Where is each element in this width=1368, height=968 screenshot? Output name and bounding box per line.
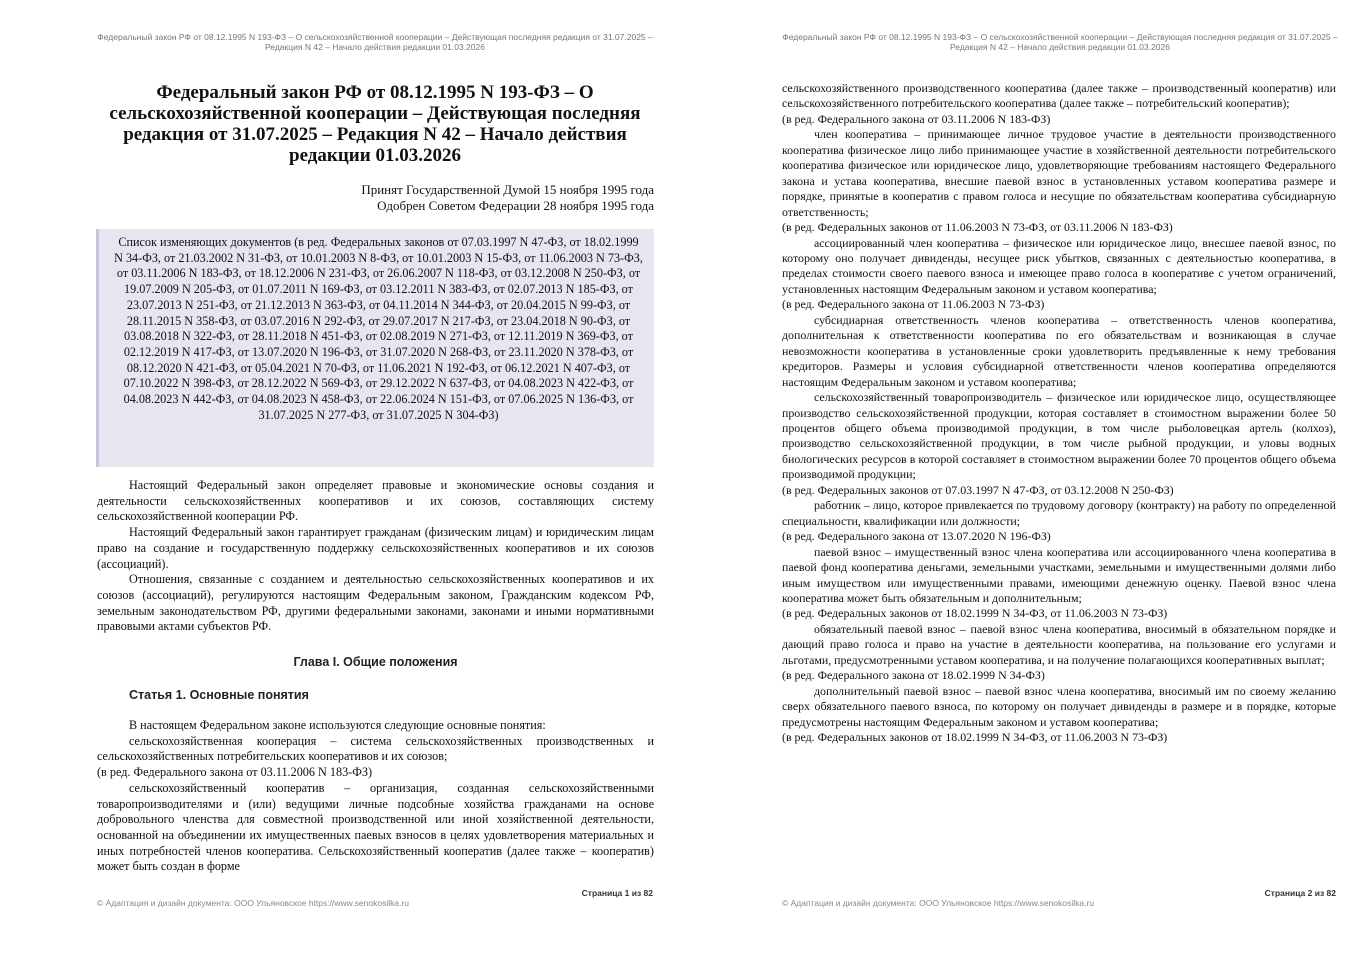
page-number: Страница 2 из 82 <box>1264 888 1336 898</box>
body-paragraph: сельскохозяйственный товаропроизводитель – физическое или юридическое лицо, осуществляющее производство сельскохозяйственной продукции, которая составляет в стоимостном выражении более 50 процентов общего объема производимой продукции, в том числе рыболовецкая артель (колхоз), производство сельскохозяйственной продукции, в том числе рыбной продукции, и уловы водных биологических ресурсов в которой составляет в стоимостном выражении более 70 процентов общего объема производимой продукции; <box>782 390 1336 482</box>
preamble-paragraph: Отношения, связанные с созданием и деятельностью сельскохозяйственных кооперативов и их союзов (ассоциаций), регулируются настоящим Федеральным законом, Гражданским кодексом РФ, земельным законодательством РФ, другими федеральными законами, законами и иными нормативными правовыми актами субъектов РФ. <box>97 572 654 634</box>
chapter-heading: Глава I. Общие положения <box>293 655 458 669</box>
amendment-reference: (в ред. Федерального закона от 18.02.1999 N 34-ФЗ) <box>782 668 1045 683</box>
adopted-date: Принят Государственной Думой 15 ноября 1995 года <box>361 182 654 197</box>
amendment-reference: (в ред. Федеральных законов от 18.02.1999 N 34-ФЗ, от 11.06.2003 N 73-ФЗ) <box>782 730 1168 745</box>
amendment-reference: (в ред. Федерального закона от 03.11.2006 N 183-ФЗ) <box>97 765 373 780</box>
preamble-paragraph: Настоящий Федеральный закон определяет правовые и экономические основы создания и деятельности сельскохозяйственных кооперативов и их союзов, составляющих систему сельскохозяйственной кооперации РФ. <box>97 478 654 524</box>
body-paragraph: дополнительный паевой взнос – паевой взнос члена кооператива, вносимый им по своему желанию сверх обязательного паевого взноса, по которому он получает дивиденды в размере и в порядке, которые предусмотрены настоящим Федеральным законом и уставом кооператива; <box>782 683 1336 729</box>
amendment-reference: (в ред. Федеральных законов от 18.02.1999 N 34-ФЗ, от 11.06.2003 N 73-ФЗ) <box>782 606 1168 621</box>
body-paragraph: работник – лицо, которое привлекается по трудовому договору (контракту) на работу по определенной специальности, квалификации или должности; <box>782 498 1336 528</box>
body-paragraph: сельскохозяйственный кооператив – организация, созданная сельскохозяйственными товаропроизводителями и (или) ведущими личные подсобные хозяйства гражданами на основе добровольного членства для совместной производственной или иной хозяйственной деятельности, основанной на объединении их имущественных паевых взносов в целях удовлетворения материальных и иных потребностей членов кооператива. Сельскохозяйственный кооператив (далее также – кооператив) может быть создан в форме <box>97 780 654 874</box>
approved-date: Одобрен Советом Федерации 28 ноября 1995 года <box>377 198 654 213</box>
amendment-reference: (в ред. Федеральных законов от 07.03.1997 N 47-ФЗ, от 03.12.2008 N 250-ФЗ) <box>782 482 1174 497</box>
body-paragraph: член кооператива – принимающее личное трудовое участие в деятельности производственного кооператива физическое лицо либо принимающее участие в хозяйственной деятельности потребительского кооператива физическое или юридическое лицо, удовлетворяющие требованиям настоящего Федерального закона и устава кооператива, внесшие паевой взнос в установленных уставом кооператива размере и порядке, принятые в кооператив с правом голоса и несущие по обязательствам кооператива субсидиарную ответственность; <box>782 127 1336 219</box>
body-paragraph: сельскохозяйственная кооперация – система сельскохозяйственных производственных и сельскохозяйственных потребительских кооперативов и их союзов; <box>97 733 654 764</box>
amendment-reference: (в ред. Федерального закона от 03.11.2006 N 183-ФЗ) <box>782 111 1051 126</box>
article-body <box>97 718 654 875</box>
document-title: Федеральный закон РФ от 08.12.1995 N 193-ФЗ – О сельскохозяйственной кооперации – Действующая последняя редакция от 31.07.2025 – Редакция N 42 – Начало действия редакции 01.03.2026 <box>109 82 641 166</box>
body-paragraph: обязательный паевой взнос – паевой взнос члена кооператива, вносимый в обязательном порядке и дающий право голоса и право на участие в деятельности кооператива, на пользование его услугами и льготами, предусмотренными уставом кооператива, и на получение полагающихся кооперативных выплат; <box>782 621 1336 667</box>
page-number: Страница 1 из 82 <box>581 888 653 898</box>
amendment-reference: (в ред. Федерального закона от 13.07.2020 N 196-ФЗ) <box>782 529 1051 544</box>
running-header: Федеральный закон РФ от 08.12.1995 N 193-ФЗ – О сельскохозяйственной кооперации – Действующая последняя редакция от 31.07.2025 – Редакция N 42 – Начало действия редакции 01.03.2026 <box>97 32 653 52</box>
article-heading: Статья 1. Основные понятия <box>129 688 309 702</box>
preamble-paragraph: Настоящий Федеральный закон гарантирует гражданам (физическим лицам) и юридическим лицам право на создание и государственную поддержку сельскохозяйственных кооперативов и их союзов (ассоциаций). <box>97 525 654 571</box>
amendments-list: Список изменяющих документов (в ред. Федеральных законов от 07.03.1997 N 47-ФЗ, от 18.02.1999 N 34-ФЗ, от 21.03.2002 N 31-ФЗ, от 10.01.2003 N 8-ФЗ, от 10.01.2003 N 15-ФЗ, от 11.06.2003 N 73-ФЗ, от 03.11.2006 N 183-ФЗ, от 18.12.2006 N 231-ФЗ, от 26.06.2007 N 118-ФЗ, от 03.12.2008 N 250-ФЗ, от 19.07.2009 N 205-ФЗ, от 01.07.2011 N 169-ФЗ, от 03.12.2011 N 383-ФЗ, от 02.07.2013 N 185-ФЗ, от 23.07.2013 N 251-ФЗ, от 21.12.2013 N 363-ФЗ, от 04.11.2014 N 344-ФЗ, от 20.04.2015 N 99-ФЗ, от 28.11.2015 N 358-ФЗ, от 03.07.2016 N 292-ФЗ, от 29.07.2017 N 217-ФЗ, от 23.04.2018 N 90-ФЗ, от 03.08.2018 N 322-ФЗ, от 28.11.2018 N 451-ФЗ, от 02.08.2019 N 271-ФЗ, от 12.11.2019 N 369-ФЗ, от 02.12.2019 N 417-ФЗ, от 13.07.2020 N 196-ФЗ, от 31.07.2020 N 268-ФЗ, от 23.11.2020 N 378-ФЗ, от 08.12.2020 N 421-ФЗ, от 05.04.2021 N 70-ФЗ, от 11.06.2021 N 192-ФЗ, от 06.12.2021 N 407-ФЗ, от 07.10.2022 N 398-ФЗ, от 28.12.2022 N 569-ФЗ, от 29.12.2022 N 637-ФЗ, от 04.08.2023 N 422-ФЗ, от 04.08.2023 N 442-ФЗ, от 04.08.2023 N 458-ФЗ, от 22.06.2024 N 151-ФЗ, от 07.06.2025 N 136-ФЗ, от 31.07.2025 N 277-ФЗ, от 31.07.2025 N 304-ФЗ) <box>96 229 654 467</box>
body-paragraph: паевой взнос – имущественный взнос члена кооператива или ассоциированного члена кооператива в паевой фонд кооператива деньгами, земельными участками, земельными и имущественными долями либо иным имуществом или имущественными правами, имеющими денежную оценку. Паевой взнос члена кооператива может быть обязательным и дополнительным; <box>782 544 1336 605</box>
article-body-continued <box>782 81 1336 745</box>
running-header: Федеральный закон РФ от 08.12.1995 N 193-ФЗ – О сельскохозяйственной кооперации – Действующая последняя редакция от 31.07.2025 – Редакция N 42 – Начало действия редакции 01.03.2026 <box>782 32 1338 52</box>
body-paragraph: сельскохозяйственного производственного кооператива (далее также – производственный кооператив) или сельскохозяйственного потребительского кооператива (далее также – потребительский кооператив); <box>782 81 1336 111</box>
body-paragraph: ассоциированный член кооператива – физическое или юридическое лицо, внесшее паевой взнос, по которому оно получает дивиденды, несущее риск убытков, связанных с деятельностью кооператива, в пределах стоимости своего паевого взноса и имеющее право голоса в кооперативе с учетом ограничений, установленных настоящим Федеральным законом и уставом кооператива; <box>782 235 1336 296</box>
document-page-2 <box>684 0 1368 968</box>
amendment-reference: (в ред. Федеральных законов от 11.06.2003 N 73-ФЗ, от 03.11.2006 N 183-ФЗ) <box>782 220 1173 235</box>
body-paragraph: субсидиарная ответственность членов кооператива – ответственность членов кооператива, дополнительная к ответственности кооператива по его обязательствам и возникающая в случае невозможности кооператива в установленные сроки удовлетворить предъявленные к нему требования кредиторов. Размеры и условия субсидиарной ответственности членов кооператива определяются настоящим Федеральным законом и уставом кооператива; <box>782 312 1336 389</box>
amendment-reference: (в ред. Федерального закона от 11.06.2003 N 73-ФЗ) <box>782 297 1045 312</box>
copyright-link[interactable]: © Адаптация и дизайн документа: ООО Ульяновское https://www.senokosilka.ru <box>97 898 409 908</box>
body-paragraph: В настоящем Федеральном законе используются следующие основные понятия: <box>129 718 546 732</box>
copyright-link[interactable]: © Адаптация и дизайн документа: ООО Ульяновское https://www.senokosilka.ru <box>782 898 1094 908</box>
preamble <box>97 478 654 635</box>
